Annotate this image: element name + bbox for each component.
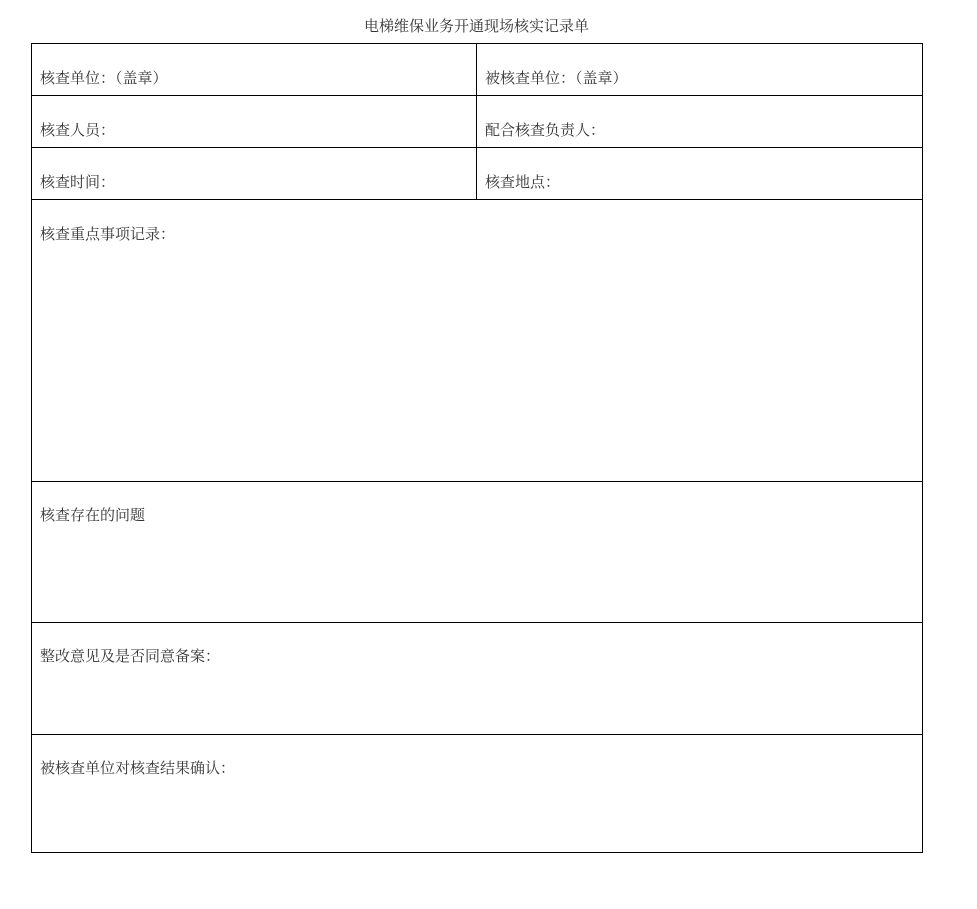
rectification-label: 整改意见及是否同意备案： [40, 647, 221, 665]
row-confirmation [32, 735, 923, 853]
inspection-location-label: 核查地点： [485, 173, 561, 191]
inspected-unit-cell[interactable] [477, 44, 923, 96]
row-personnel [32, 96, 923, 148]
inspection-time-label: 核查时间： [40, 173, 116, 191]
row-rectification [32, 623, 923, 735]
row-time-location [32, 148, 923, 200]
cooperating-lead-cell[interactable] [477, 96, 923, 148]
confirmation-cell[interactable] [32, 735, 923, 853]
inspectors-label: 核查人员： [40, 121, 116, 139]
key-items-cell[interactable] [32, 200, 923, 482]
cooperating-lead-label: 配合核查负责人： [485, 121, 606, 139]
inspected-unit-label: 被核查单位：（盖章） [485, 69, 628, 87]
inspection-location-cell[interactable] [477, 148, 923, 200]
inspectors-cell[interactable] [32, 96, 477, 148]
confirmation-label: 被核查单位对核查结果确认： [40, 759, 236, 777]
row-key-items [32, 200, 923, 482]
key-items-label: 核查重点事项记录： [40, 225, 176, 243]
inspecting-unit-label: 核查单位：（盖章） [40, 69, 168, 87]
inspection-time-cell[interactable] [32, 148, 477, 200]
issues-label: 核查存在的问题 [40, 506, 146, 524]
document-title: 电梯维保业务开通现场核实记录单 [363, 17, 589, 35]
inspecting-unit-cell[interactable] [32, 44, 477, 96]
row-issues [32, 482, 923, 623]
record-form-table [31, 43, 923, 853]
row-inspection-unit [32, 44, 923, 96]
rectification-cell[interactable] [32, 623, 923, 735]
issues-cell[interactable] [32, 482, 923, 623]
